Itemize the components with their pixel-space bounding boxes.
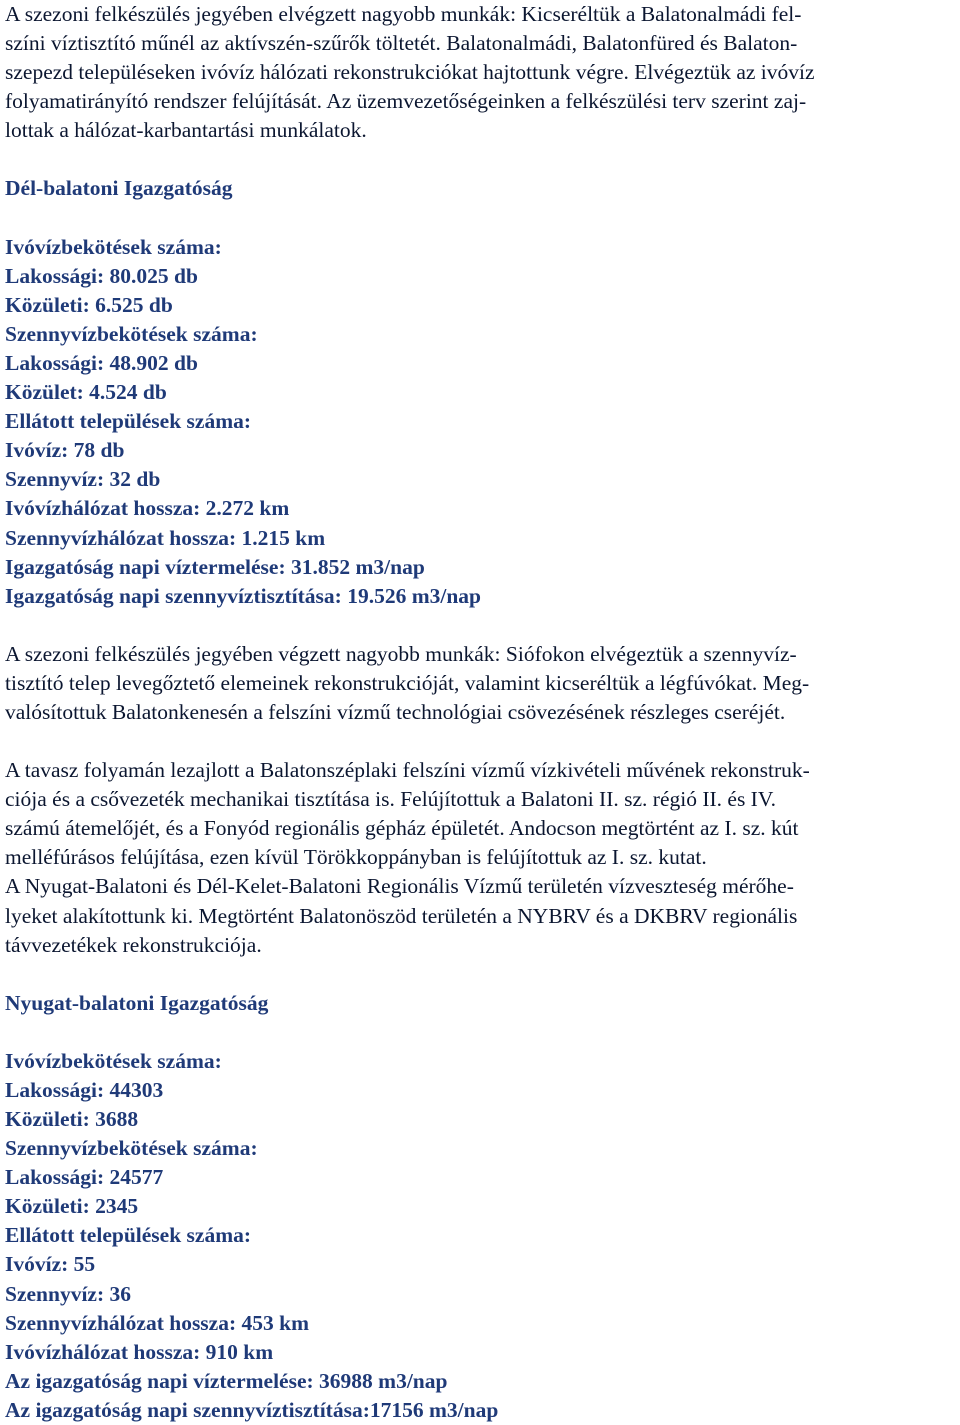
- intro-paragraph: [5, 0, 955, 145]
- stat-line: Szennyvízbekötések száma:: [5, 321, 258, 346]
- stat-line: Az igazgatóság napi szennyvíztisztítása:17156 m3/nap: [5, 1397, 499, 1422]
- stat-line: Ivóvízhálózat hossza: 2.272 km: [5, 496, 290, 521]
- paragraph-line: A Nyugat-Balatoni és Dél-Kelet-Balatoni Regionális Vízmű területén vízveszteség mérőhe-: [5, 874, 794, 899]
- spacer: [5, 727, 955, 756]
- spacer: [5, 1018, 955, 1047]
- del-stats-list: [5, 233, 955, 611]
- document-page: [5, 0, 955, 1425]
- stat-line: Közületi: 6.525 db: [5, 292, 173, 317]
- paragraph-line: A szezoni felkészülés jegyében végzett nagyobb munkák: Siófokon elvégeztük a szennyvíz-: [5, 641, 797, 666]
- nyugat-section-heading: Nyugat-balatoni Igazgatóság: [5, 990, 269, 1015]
- stat-line: Ivóvízbekötések száma:: [5, 1048, 222, 1073]
- paragraph-line: melléfúrásos felújítása, ezen kívül Törökkoppányban is felújítottuk az I. sz. kutat.: [5, 845, 707, 870]
- stat-line: Ellátott települések száma:: [5, 409, 252, 434]
- stat-line: Igazgatóság napi víztermelése: 31.852 m3/nap: [5, 554, 425, 579]
- stat-line: Közület: 4.524 db: [5, 380, 167, 405]
- stat-line: Lakossági: 44303: [5, 1077, 164, 1102]
- stat-line: Ivóvízbekötések száma:: [5, 234, 222, 259]
- stat-line: Szennyvíz: 36: [5, 1281, 132, 1306]
- stat-line: Ivóvíz: 55: [5, 1252, 96, 1277]
- stat-line: Szennyvízhálózat hossza: 1.215 km: [5, 525, 326, 550]
- paragraph-line: számú átemelőjét, és a Fonyód regionális gépház épületét. Andocson megtörtént az I. sz. kút: [5, 816, 799, 841]
- del-works-paragraph-1: [5, 640, 955, 727]
- stat-line: Közületi: 3688: [5, 1107, 139, 1131]
- paragraph-line: A tavasz folyamán lezajlott a Balatonszéplaki felszíni vízmű vízkivételi művének rekonstruk-: [5, 758, 810, 783]
- stat-line: Szennyvízbekötések száma:: [5, 1136, 258, 1161]
- stat-line: Szennyvíz: 32 db: [5, 467, 161, 492]
- stat-line: Közületi: 2345: [5, 1194, 139, 1219]
- stat-line: Ivóvízhálózat hossza: 910 km: [5, 1339, 274, 1364]
- intro-line: szepezd településeken ivóvíz hálózati rekonstrukciókat hajtottunk végre. Elvégeztük az ivóvíz: [5, 60, 815, 85]
- stat-line: Lakossági: 48.902 db: [5, 350, 198, 375]
- paragraph-line: távvezetékek rekonstrukciója.: [5, 932, 262, 957]
- intro-line: színi víztisztító műnél az aktívszén-szűrők töltetét. Balatonalmádi, Balatonfüred és Balaton-: [5, 31, 798, 56]
- intro-line: folyamatirányító rendszer felújítását. Az üzemvezetőségeinken a felkészülési terv szerint zaj-: [5, 89, 807, 114]
- stat-line: Lakossági: 80.025 db: [5, 263, 198, 288]
- nyugat-stats-list: [5, 1047, 955, 1425]
- spacer: [5, 145, 955, 174]
- stat-line: Lakossági: 24577: [5, 1165, 164, 1190]
- spacer: [5, 204, 955, 233]
- del-works-paragraph-2: [5, 756, 955, 960]
- stat-line: Igazgatóság napi szennyvíztisztítása: 19.526 m3/nap: [5, 583, 481, 608]
- spacer: [5, 611, 955, 640]
- paragraph-line: lyeket alakítottunk ki. Megtörtént Balatonöszöd területén a NYBRV és a DKBRV regionális: [5, 903, 798, 928]
- paragraph-line: tisztító telep levegőztető elemeinek rekonstrukcióját, valamint kicseréltük a légfúvókat. Meg-: [5, 670, 810, 695]
- stat-line: Ivóvíz: 78 db: [5, 438, 125, 463]
- stat-line: Ellátott települések száma:: [5, 1223, 252, 1248]
- paragraph-line: valósítottuk Balatonkenesén a felszíni vízmű technológiai csövezésének részleges cseréjét.: [5, 699, 786, 724]
- stat-line: Szennyvízhálózat hossza: 453 km: [5, 1310, 309, 1335]
- stat-line: Az igazgatóság napi víztermelése: 36988 m3/nap: [5, 1368, 448, 1393]
- paragraph-line: ciója és a csővezeték mechanikai tisztítása is. Felújítottuk a Balatoni II. sz. régió II. és IV.: [5, 787, 776, 812]
- del-section-heading: Dél-balatoni Igazgatóság: [5, 176, 233, 201]
- spacer: [5, 960, 955, 989]
- intro-line: A szezoni felkészülés jegyében elvégzett nagyobb munkák: Kicseréltük a Balatonalmádi fel-: [5, 2, 802, 26]
- intro-line: lottak a hálózat-karbantartási munkálatok.: [5, 118, 367, 143]
